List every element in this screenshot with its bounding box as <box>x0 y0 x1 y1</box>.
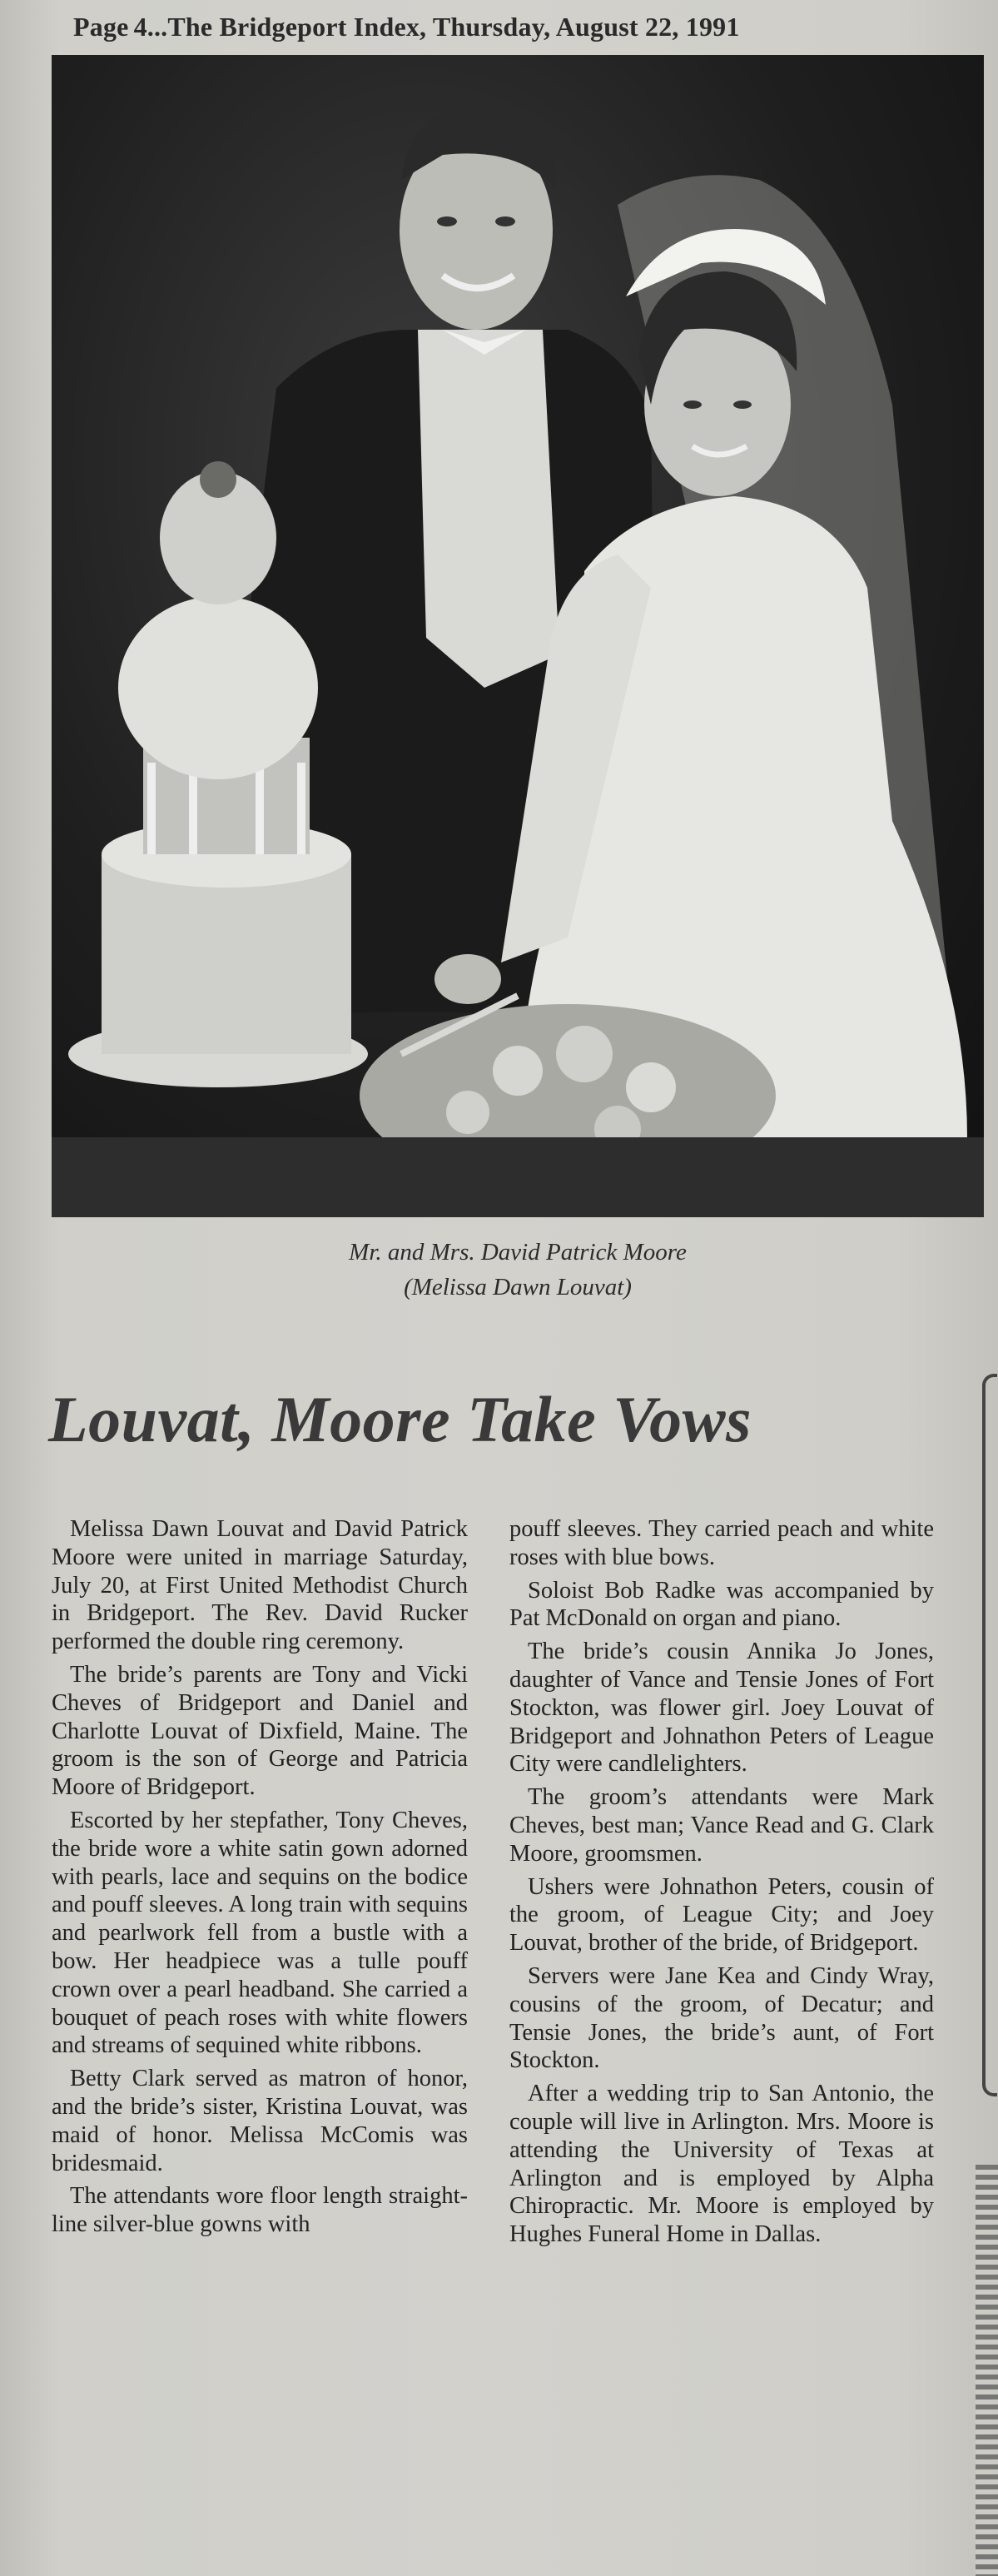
paragraph: Ushers were Johnathon Peters, cousin of the groom, of League City; and Joey Louvat, brother of the bride, of Bridgeport. <box>509 1873 934 1957</box>
header-page-label: Page <box>73 12 129 42</box>
paragraph: Escorted by her stepfather, Tony Cheves, the bride wore a white satin gown adorned with pearls, lace and sequins on the bodice and pouff sleeves. A long train with sequins and pearlwork fell from a bustle with a bow. Her headpiece was a tulle pouff crown over a pearl headband. She carried a bouquet of peach roses with white flowers and streams of sequined white ribbons. <box>52 1807 468 2059</box>
article-headline: Louvat, Moore Take Vows <box>48 1383 752 1455</box>
paragraph: Betty Clark served as matron of honor, and the bride’s sister, Kristina Louvat, was maid of honor. Melissa McComis was bridesmaid. <box>52 2066 468 2176</box>
paragraph: Servers were Jane Kea and Cindy Wray, cousins of the groom, of Decatur; and Tensie Jones, the bride’s aunt, of Fort Stockton. <box>509 1962 934 2074</box>
wedding-photo-illustration <box>52 55 984 1217</box>
paragraph: Melissa Dawn Louvat and David Patrick Moore were united in marriage Saturday, July 20, at First United Methodist Church in Bridgeport. The Rev. David Rucker performed the double ring ceremony. <box>52 1516 468 1655</box>
paragraph: After a wedding trip to San Antonio, the couple will live in Arlington. Mrs. Moore is attending the University of Texas at Arlington and is employed by Alpha Chiropractic. Mr. Moore is employed by Hughes Funeral Home in Dallas. <box>509 2081 934 2248</box>
paragraph: The bride’s parents are Tony and Vicki Cheves of Bridgeport and Daniel and Charlotte Louvat of Dixfield, Maine. The groom is the son of George and Patricia Moore of Bridgeport. <box>52 1661 468 1801</box>
paragraph: pouff sleeves. They carried peach and white roses with blue bows. <box>509 1516 934 1570</box>
ornamental-border <box>976 2165 998 2576</box>
article-column-right <box>509 1515 934 2254</box>
article-column-left <box>52 1515 468 2244</box>
photo-caption-names: Mr. and Mrs. David Patrick Moore <box>349 1239 687 1266</box>
wedding-photo <box>52 55 984 1217</box>
paragraph: The groom’s attendants were Mark Cheves, best man; Vance Read and G. Clark Moore, groomsmen. <box>509 1784 934 1867</box>
column-border-decoration <box>982 1374 997 2096</box>
paragraph: The bride’s cousin Annika Jo Jones, daughter of Vance and Tensie Jones of Fort Stockton, was flower girl. Joey Louvat of Bridgeport and Johnathon Peters of League City were candlelighters. <box>509 1639 934 1778</box>
paragraph: Soloist Bob Radke was accompanied by Pat McDonald on organ and piano. <box>509 1577 934 1632</box>
header-text: 4...The Bridgeport Index, Thursday, August 22, 1991 <box>133 12 740 42</box>
photo-caption-maiden-name: (Melissa Dawn Louvat) <box>404 1274 632 1300</box>
page-header <box>73 12 906 42</box>
paragraph: The attendants wore floor length straight-line silver-blue gowns with <box>52 2183 468 2238</box>
